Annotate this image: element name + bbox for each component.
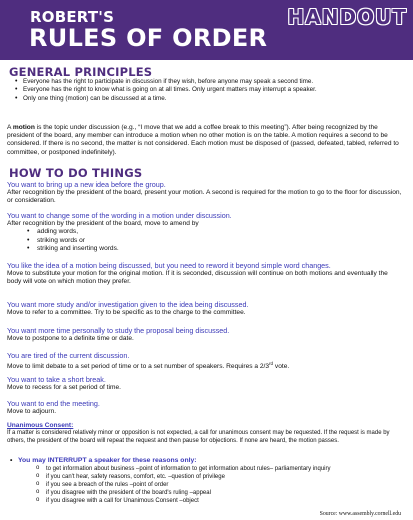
interrupt-title: • You may INTERRUPT a speaker for these reasons only: [18, 457, 197, 464]
howto-item [7, 212, 402, 253]
howto-item [7, 400, 402, 416]
interrupt-reason: o if you disagree with a call for Unanimous Consent –object [46, 498, 336, 506]
howto-item [7, 376, 402, 392]
principles-list [13, 78, 343, 103]
howto-item-text: Move to recess for a set period of time. [7, 384, 121, 392]
howto-item-text: After recognition by the president of the board, move to amend by [7, 220, 199, 228]
motion-definition: A motion is the topic under discussion (e.g., “I move that we add a coffee break to this meeting”). After being recognized by the president of the board, any member can introduce a motion when no other motion is on the table. A motion requires a second to be considered. If there is no second, the matter is not considered. Each motion must be disposed of (passed, defeated, tabled, referred to committee, or postponed indefinitely). [7, 124, 399, 156]
title-line1: ROBERT'S [30, 8, 115, 26]
general-principles-heading: GENERAL PRINCIPLES [9, 65, 153, 79]
header-banner [0, 0, 413, 60]
howto-item-text: Move to limit debate to a set period of time or to a set number of speakers. Requires a 2/3rd vote. [7, 361, 290, 371]
how-to-heading: HOW TO DO THINGS [9, 166, 143, 180]
amend-option: • striking words or [37, 237, 402, 245]
motion-term: motion [12, 124, 35, 131]
unanimous-consent-text: If a matter is considered relatively minor or opposition is not expected, a call for unanimous consent may be requested. If the request is made by others, the president of the board will repeat the request and then pause for objections. If none are heard, the motion passes. [7, 430, 390, 444]
howto-item-text: Move to adjourn. [7, 408, 57, 416]
interrupt-reason: o if you see a breach of the rules –point of order [46, 482, 336, 490]
unanimous-consent-title: Unanimous Consent: [7, 422, 74, 429]
page-title: RULES OF ORDER [29, 24, 268, 52]
interrupt-reason: o to get information about business –point of information to get information about rules– parliamentary inquiry [46, 466, 336, 474]
interrupt-reason: o if you can't hear, safety reasons, comfort, etc. –question of privilege [46, 474, 336, 482]
howto-item [7, 181, 402, 206]
howto-item-title: You want more time personally to study the proposal being discussed. [7, 326, 230, 335]
interrupt-reasons [46, 466, 336, 506]
howto-item-title: You are tired of the current discussion. [7, 351, 130, 360]
principle-item: • Everyone has the right to know what is going on at all times. Only urgent matters may interrupt a speaker. [23, 86, 343, 94]
interrupt-reason: o if you disagree with the president of the board's ruling –appeal [46, 490, 336, 498]
howto-item-text: Move to postpone to a definite time or date. [7, 335, 134, 343]
howto-item-title: You like the idea of a motion being discussed, but you need to reword it beyond simple word changes. [7, 261, 331, 270]
howto-item [7, 301, 402, 317]
howto-item-text: Move to substitute your motion for the original motion. If it is seconded, discussion will continue on both motions and eventually the body will vote on which motion they prefer. [7, 270, 388, 286]
principle-item: • Only one thing (motion) can be discussed at a time. [23, 95, 343, 103]
howto-item [7, 262, 402, 287]
source-note: Source: www.assembly.cornell.edu [319, 511, 401, 517]
howto-item-title: You want to end the meeting. [7, 399, 100, 408]
howto-item [7, 327, 402, 343]
howto-item-text: After recognition by the president of the board, present your motion. A second is required for the motion to go to the floor for discussion, or consideration. [7, 189, 402, 205]
amend-options [7, 228, 402, 253]
howto-item-title: You want more study and/or investigation given to the idea being discussed. [7, 300, 249, 309]
principle-item: • Everyone has the right to participate in discussion if they wish, before anyone may speak a second time. [23, 78, 343, 86]
howto-item [7, 352, 402, 372]
amend-option: • striking and inserting words. [37, 245, 402, 253]
howto-item-title: You want to change some of the wording in a motion under discussion. [7, 211, 232, 220]
handout-label: HANDOUT [287, 5, 407, 29]
howto-item-title: You want to take a short break. [7, 375, 106, 384]
howto-item-text: Move to refer to a committee. Try to be specific as to the charge to the committee. [7, 309, 246, 317]
howto-item-title: You want to bring up a new idea before the group. [7, 180, 166, 189]
amend-option: • adding words, [37, 228, 402, 236]
